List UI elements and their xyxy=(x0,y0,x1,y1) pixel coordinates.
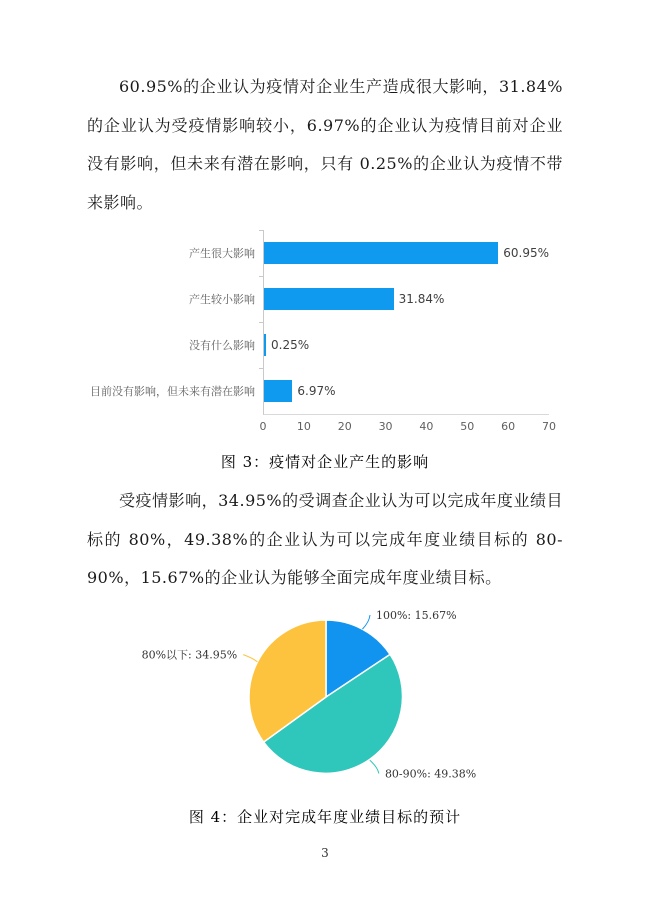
bar-chart-xticks xyxy=(259,415,556,437)
pie-chart-svg xyxy=(140,606,540,796)
bar-chart-plot xyxy=(263,230,549,415)
bar-category-label: 产生很大影响 xyxy=(189,247,255,260)
x-axis-tick-label: 50 xyxy=(460,420,475,433)
bar-row xyxy=(264,230,549,276)
bar-category-label: 产生较小影响 xyxy=(189,293,255,306)
x-axis-tick-label: 60 xyxy=(501,420,516,433)
figure3-caption: 图 3：疫情对企业产生的影响 xyxy=(220,453,430,471)
bar-category-label: 目前没有影响，但未来有潜在影响 xyxy=(90,385,255,398)
bar-category-label: 没有什么影响 xyxy=(189,339,255,352)
bar xyxy=(264,380,292,402)
page-number: 3 xyxy=(321,846,329,860)
bar-chart-figure3 xyxy=(90,230,556,437)
bar-row xyxy=(264,368,549,414)
x-axis-tick-label: 10 xyxy=(296,420,311,433)
bar-row xyxy=(264,276,549,322)
bar-value-label: 6.97% xyxy=(297,384,336,398)
paragraph-target-summary: 受疫情影响，34.95%的受调查企业认为可以完成年度业绩目标的 80%，49.38%的企业认为可以完成年度业绩目标的 80-90%，15.67%的企业认为能够全面完成年度业绩目标。 xyxy=(87,491,563,587)
x-axis-tick-label: 70 xyxy=(542,420,556,433)
pie-label-100%: 100%: 15.67% xyxy=(375,608,457,622)
x-axis-tick-label: 0 xyxy=(259,420,267,433)
x-axis-tick-label: 20 xyxy=(337,420,352,433)
bar-chart-category-labels xyxy=(90,230,263,415)
pie-chart-figure4 xyxy=(140,606,540,796)
bar-value-label: 0.25% xyxy=(271,338,310,352)
figure4-caption: 图 4：企业对完成年度业绩目标的预计 xyxy=(188,807,462,826)
y-axis-tick xyxy=(259,322,264,323)
bar xyxy=(264,242,498,264)
bar-row xyxy=(264,322,549,368)
y-axis-tick xyxy=(259,276,264,277)
pie-leader-line xyxy=(243,654,257,661)
y-axis-tick xyxy=(259,230,264,231)
bar-value-label: 31.84% xyxy=(398,292,445,306)
paragraph-impact-summary: 60.95%的企业认为疫情对企业生产造成很大影响，31.84%的企业认为受疫情影响较小，6.97%的企业认为疫情目前对企业没有影响，但未来有潜在影响，只有 0.25%的企业认为疫情不带来影响。 xyxy=(87,77,563,212)
y-axis-tick xyxy=(259,368,264,369)
x-axis-tick-label: 40 xyxy=(419,420,434,433)
pie-leader-line xyxy=(362,615,370,629)
bar xyxy=(264,288,394,310)
bar-value-label: 60.95% xyxy=(503,246,549,260)
pie-leader-line xyxy=(370,760,379,773)
bar xyxy=(264,334,266,356)
pie-label-80%以下: 80%以下: 34.95% xyxy=(141,648,238,662)
pie-label-80-90%: 80-90%: 49.38% xyxy=(384,766,477,780)
x-axis-tick-label: 30 xyxy=(378,420,393,433)
